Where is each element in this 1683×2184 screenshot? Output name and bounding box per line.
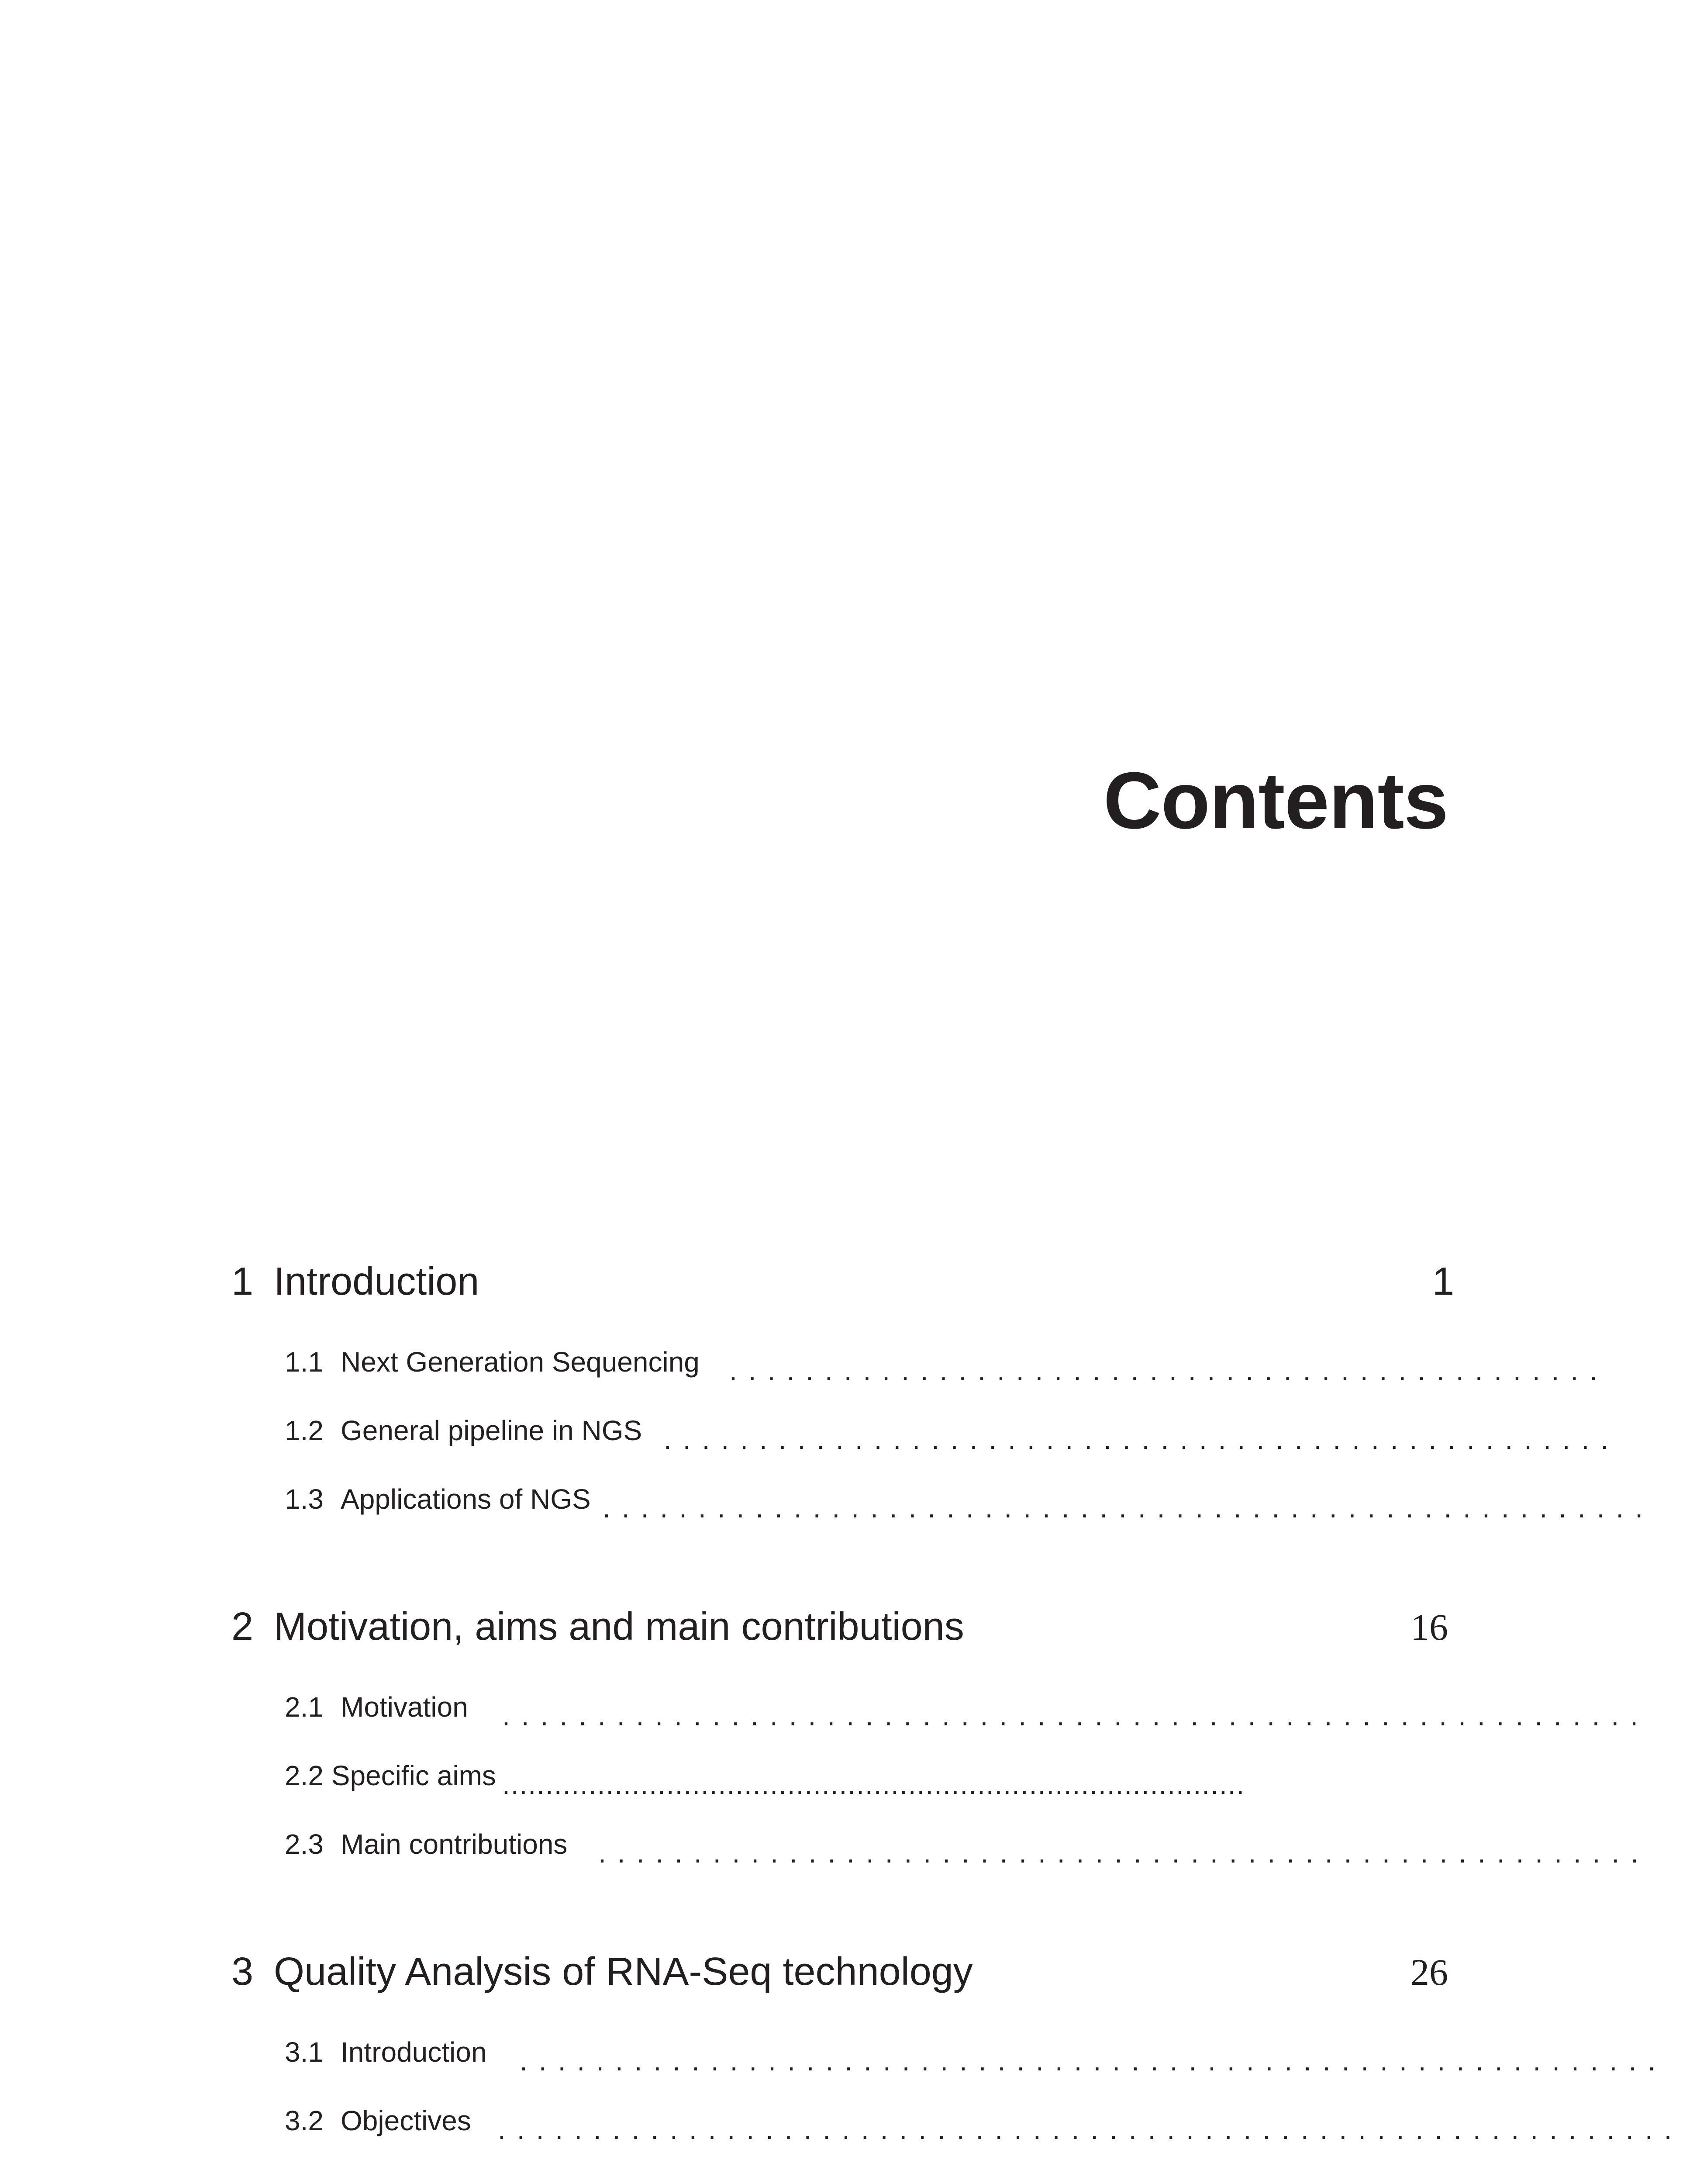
section-number: 3.1 [285,2036,324,2068]
toc-section-entry[interactable] [231,1345,1609,1414]
chapter-page-number: 1 [1432,1260,1454,1303]
section-title: General pipeline in NGS [341,1415,642,1446]
toc-section-entry[interactable] [231,1828,1650,1896]
dot-leader: ...................................................................................... [502,1769,1245,1800]
toc-chapter-entry[interactable] [231,1258,1454,1345]
toc-chapter-entry[interactable] [231,1603,1454,1690]
toc-chapter-2 [231,1603,1650,1948]
toc-section-entry[interactable] [231,1759,1454,1828]
toc-section-entry[interactable] [231,2104,1683,2173]
toc-section-entry[interactable] [231,1690,1649,1759]
section-number: 1.3 [285,1483,324,1515]
toc-section-entry[interactable] [231,2035,1667,2104]
toc-chapter-3 [231,1948,1683,2184]
toc-section-entry[interactable] [231,1414,1620,1482]
section-title: Motivation [341,1691,468,1723]
section-number: 1.1 [285,1346,324,1378]
section-number: 1.2 [285,1415,324,1446]
dot-leader: .............................................. [729,1355,1609,1386]
section-number: 2.3 [285,1828,324,1860]
page-title: Contents [1103,755,1448,845]
dot-leader: .............................................................. [498,2114,1683,2145]
dot-leader: ....................................................... [598,1837,1650,1869]
chapter-title: Quality Analysis of RNA-Seq technology [274,1950,973,1994]
section-title: Applications of NGS [341,1483,591,1515]
dot-leader: ............................................................ [502,1700,1649,1731]
dot-leader: ....................................................... [603,1492,1654,1524]
section-title: Introduction [341,2036,487,2068]
table-of-contents [231,1258,1683,2184]
section-title: Next Generation Sequencing [341,1346,700,1378]
section-title: Objectives [341,2105,471,2136]
chapter-number: 2 [231,1605,254,1648]
chapter-page-number: 16 [1411,1606,1448,1648]
chapter-title: Introduction [274,1260,479,1303]
dot-leader: .................................................. [664,1424,1620,1455]
section-title: 2.2 Specific aims [285,1760,496,1791]
section-number: 3.2 [285,2105,324,2136]
chapter-page-number: 26 [1411,1951,1448,1993]
toc-chapter-1 [231,1258,1654,1603]
chapter-number: 1 [231,1260,254,1303]
section-title: Main contributions [341,1828,568,1860]
chapter-number: 3 [231,1950,254,1994]
section-number: 2.1 [285,1691,324,1723]
dot-leader: ............................................................ [520,2045,1667,2077]
toc-chapter-entry[interactable] [231,1948,1454,2035]
toc-section-entry[interactable] [231,1482,1654,1551]
chapter-title: Motivation, aims and main contributions [274,1605,964,1648]
